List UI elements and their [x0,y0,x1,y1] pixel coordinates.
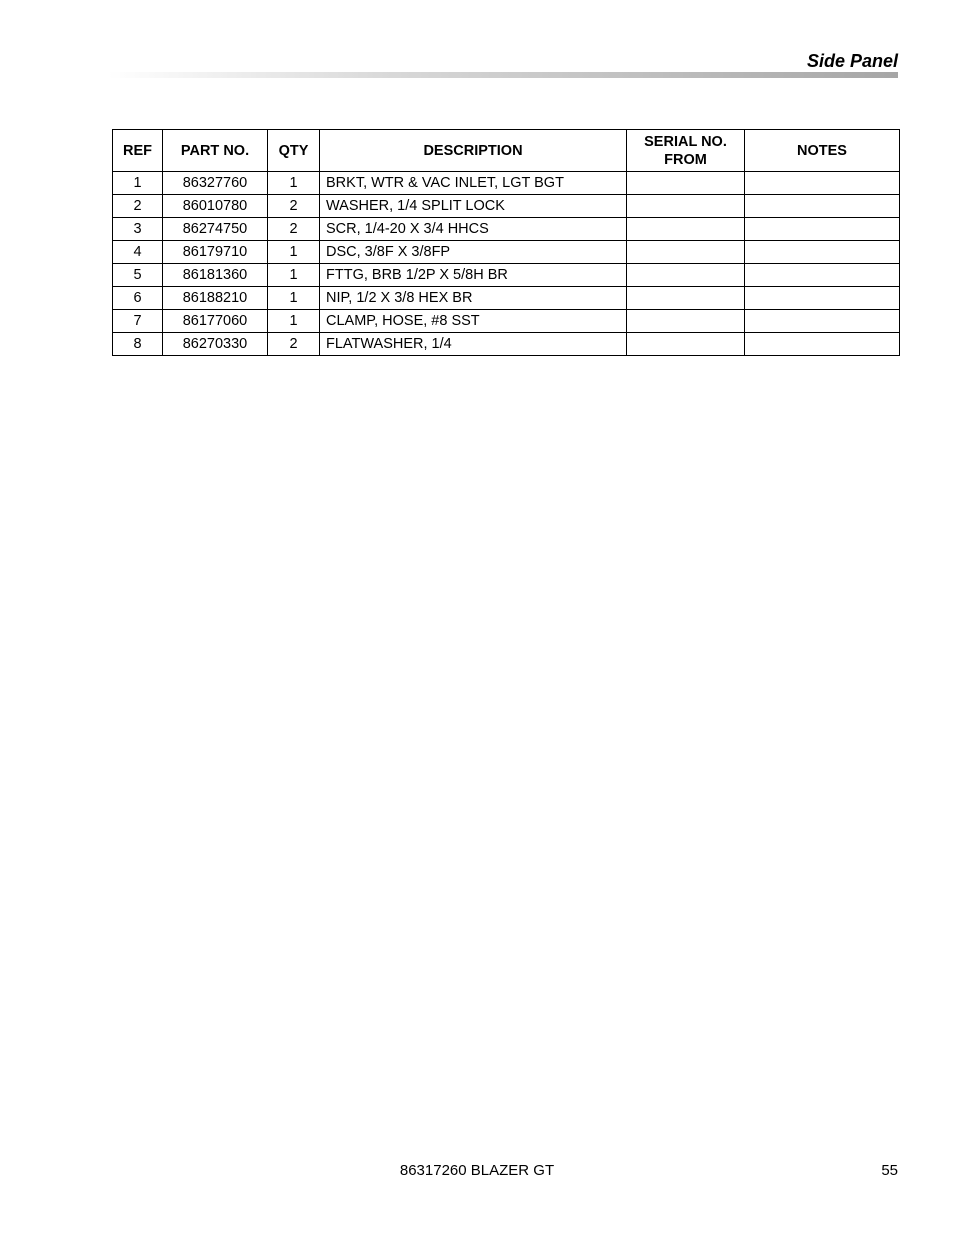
header-rule [108,72,898,78]
column-header-qty: QTY [268,130,320,172]
serial-from-cell [627,333,745,356]
table-row [113,287,900,310]
description-cell: CLAMP, HOSE, #8 SST [320,310,627,333]
qty-cell: 2 [268,195,320,218]
notes-cell [745,241,900,264]
part-no-cell: 86181360 [163,264,268,287]
parts-table [112,129,900,356]
part-no-cell: 86274750 [163,218,268,241]
table-row [113,241,900,264]
description-cell: WASHER, 1/4 SPLIT LOCK [320,195,627,218]
qty-cell: 2 [268,218,320,241]
column-header-description: DESCRIPTION [320,130,627,172]
qty-cell: 1 [268,287,320,310]
notes-cell [745,172,900,195]
table-row [113,310,900,333]
serial-from-cell [627,241,745,264]
part-no-cell: 86010780 [163,195,268,218]
ref-cell: 8 [113,333,163,356]
notes-cell [745,310,900,333]
notes-cell [745,333,900,356]
description-cell: SCR, 1/4-20 X 3/4 HHCS [320,218,627,241]
qty-cell: 1 [268,310,320,333]
table-row [113,195,900,218]
notes-cell [745,287,900,310]
description-cell: NIP, 1/2 X 3/8 HEX BR [320,287,627,310]
description-cell: FTTG, BRB 1/2P X 5/8H BR [320,264,627,287]
ref-cell: 3 [113,218,163,241]
table-header-row [113,130,900,172]
serial-from-cell [627,172,745,195]
qty-cell: 1 [268,172,320,195]
table-row [113,264,900,287]
ref-cell: 7 [113,310,163,333]
qty-cell: 1 [268,241,320,264]
page-number: 55 [881,1162,898,1179]
description-cell: DSC, 3/8F X 3/8FP [320,241,627,264]
notes-cell [745,218,900,241]
serial-from-cell [627,264,745,287]
notes-cell [745,195,900,218]
serial-from-cell [627,195,745,218]
description-cell: FLATWASHER, 1/4 [320,333,627,356]
page-title: Side Panel [806,51,898,71]
ref-cell: 6 [113,287,163,310]
table-row [113,172,900,195]
part-no-cell: 86188210 [163,287,268,310]
column-header-part-no: PART NO. [163,130,268,172]
part-no-cell: 86177060 [163,310,268,333]
ref-cell: 5 [113,264,163,287]
table-row [113,333,900,356]
part-no-cell: 86179710 [163,241,268,264]
footer-document-title: 86317260 BLAZER GT [399,1162,555,1179]
column-header-notes: NOTES [745,130,900,172]
notes-cell [745,264,900,287]
qty-cell: 1 [268,264,320,287]
ref-cell: 4 [113,241,163,264]
serial-from-cell [627,310,745,333]
column-header-ref: REF [113,130,163,172]
qty-cell: 2 [268,333,320,356]
description-cell: BRKT, WTR & VAC INLET, LGT BGT [320,172,627,195]
serial-from-cell [627,287,745,310]
ref-cell: 1 [113,172,163,195]
table-row [113,218,900,241]
part-no-cell: 86327760 [163,172,268,195]
column-header-serial-from: SERIAL NO. FROM [627,130,745,172]
serial-from-cell [627,218,745,241]
part-no-cell: 86270330 [163,333,268,356]
ref-cell: 2 [113,195,163,218]
